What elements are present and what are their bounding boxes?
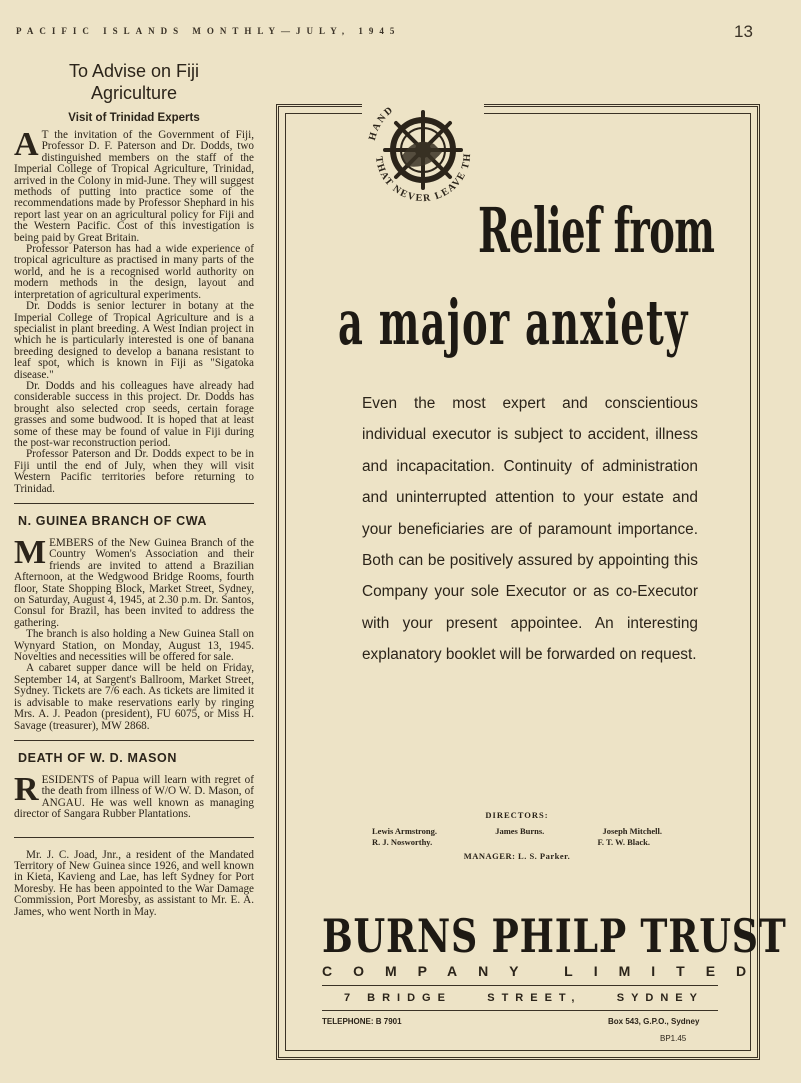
article-body bbox=[14, 126, 254, 495]
ad-headline-2: a major anxiety bbox=[338, 286, 689, 359]
article-body bbox=[14, 850, 254, 918]
director-name: Lewis Armstrong. bbox=[372, 826, 438, 836]
divider bbox=[14, 740, 254, 741]
divider bbox=[14, 837, 254, 838]
director-name: Joseph Mitchell. bbox=[602, 826, 662, 836]
running-head: PACIFIC ISLANDS MONTHLY—JULY, 1945 bbox=[16, 26, 401, 36]
paragraph: A cabaret supper dance will be held on Friday, September 14, at Sargent's Ballroom, Market Street, Sydney. Tickets are 7/6 each. As tickets are limited it is advisable to make reservations early by ringing Mrs. A. J. Peadon (president), FU 6075, or Miss H. Savage (treasurer), MW 2868. bbox=[14, 662, 254, 732]
directors-block bbox=[372, 810, 662, 861]
paragraph bbox=[14, 126, 254, 244]
paragraph: The branch is also holding a New Guinea Stall on Wynyard Station, on Monday, August 13, 1945. Novelties and necessities will be offered for sale. bbox=[14, 628, 254, 664]
directors-row bbox=[372, 837, 662, 848]
left-column bbox=[14, 60, 254, 918]
director-name: James Burns. bbox=[495, 826, 545, 836]
ad-body-copy: Even the most expert and conscientious individual executor is subject to accident, illness and incapacitation. Continuity of administration and uninterrupted attention to your estate and your beneficiaries are of paramount importance. Both can be positively assured by appointing this Company your sole Executor or as co-Executor with your present appointee. An interesting explanatory booklet will be forwarded on request. bbox=[362, 395, 698, 664]
drop-cap: M bbox=[14, 534, 47, 571]
article-title-line1: To Advise on Fiji bbox=[68, 61, 200, 81]
paragraph: Dr. Dodds and his colleagues have already had considerable success in this project. Dr. Dodds has brought also selected crop seeds, certain forage grasses and some budwood. It is hoped that at least some of these may be found of value in Fiji during the post-war reconstruction period. bbox=[14, 379, 254, 449]
postal-box: Box 543, G.P.O., Sydney bbox=[608, 1017, 700, 1026]
paragraph bbox=[14, 770, 254, 821]
telephone: TELEPHONE: B 7901 bbox=[322, 1017, 402, 1026]
article-title bbox=[14, 60, 254, 104]
section-heading: N. GUINEA BRANCH OF CWA bbox=[18, 514, 208, 528]
article-subtitle: Visit of Trinidad Experts bbox=[68, 112, 200, 124]
address-part: 7 BRIDGE bbox=[344, 992, 452, 1004]
paragraph-text: T the invitation of the Government of Fiji, Professor D. F. Paterson and Dr. Dodds, two distinguished members on the staff of the Imperial College of Tropical Agriculture, Trinidad, arrived in the Colony in mid-June. They will suggest methods of putting into practice some of the recommendations made by Professor Shephard in his report last year on an agricultural policy for Fiji and the Western Pacific. Cost of this investigation is being paid by Great Britain. bbox=[14, 129, 254, 244]
paragraph bbox=[14, 534, 254, 629]
divider bbox=[322, 1010, 718, 1011]
directors-row bbox=[372, 826, 662, 837]
article-body bbox=[14, 534, 254, 732]
section-heading: DEATH OF W. D. MASON bbox=[18, 750, 177, 765]
director-name: R. J. Nosworthy. bbox=[372, 837, 433, 847]
brand-name: BURNS PHILP TRUST bbox=[322, 909, 787, 963]
paragraph: Dr. Dodds is senior lecturer in botany at the Imperial College of Tropical Agriculture and is a specialist in plant breeding. A West Indian project in which he is particularly interested is one of banana breeding designed to develop a banana resistant to leaf spot, which is known in Fiji as "Sigatoka disease." bbox=[14, 300, 254, 381]
divider bbox=[14, 503, 254, 504]
directors-heading: DIRECTORS: bbox=[485, 810, 549, 820]
manager-line: MANAGER: L. S. Parker. bbox=[463, 851, 571, 861]
ad-code: BP1.45 bbox=[660, 1034, 687, 1043]
paragraph-text: EMBERS of the New Guinea Branch of the Country Women's Association and their friends are invited to attend a Brazilian Afternoon, at the Wedgwood Bridge Rooms, fourth floor, State Shopping Block, Market Street, Sydney, on Saturday, August 4, 1945, at 2.30 p.m. Dr. Santos, Consul for Brazil, has been invited to address the gathering. bbox=[14, 537, 254, 629]
drop-cap: R bbox=[14, 770, 39, 808]
paragraph-text: ESIDENTS of Papua will learn with regret of the death from illness of W/O W. D. Mason, of ANGAU. He was well known as managing director of Sangara Rubber Plantations. bbox=[14, 773, 254, 821]
svg-text:HAND bbox=[367, 104, 397, 142]
drop-cap: A bbox=[14, 126, 39, 163]
director-name: F. T. W. Black. bbox=[597, 837, 650, 847]
ad-headline-1: Relief from bbox=[478, 194, 715, 267]
address bbox=[344, 992, 704, 1004]
company-logo bbox=[362, 86, 484, 208]
paragraph: Mr. J. C. Joad, Jnr., a resident of the Mandated Territory of New Guinea since 1926, and well known in Kieta, Kavieng and Lae, has left Sydney for Port Moresby. He has been appointed to the War Damage Commission, Port Moresby, as assistant to Mr. E. A. James, who went North in May. bbox=[14, 848, 254, 918]
company-limited: COMPANY LIMITED bbox=[322, 963, 768, 979]
page-number: 13 bbox=[734, 22, 753, 41]
address-part: STREET, bbox=[487, 992, 582, 1004]
article-body bbox=[14, 770, 254, 821]
logo-text-hand: HAND bbox=[366, 103, 397, 142]
paragraph: Professor Paterson has had a wide experience of tropical agriculture as practised in many parts of the world, and he is a recognised world authority on modern methods in the design, layout and interpretation of agricultural experiments. bbox=[14, 243, 254, 301]
article-title-line2: Agriculture bbox=[90, 83, 178, 103]
divider bbox=[322, 985, 718, 986]
logo-text: THAT NEVER LEAVE TH bbox=[372, 151, 474, 205]
paragraph: Professor Paterson and Dr. Dodds expect to be in Fiji until the end of July, when they will visit Western Pacific territories before returning to Trinidad. bbox=[14, 448, 254, 495]
address-part: SYDNEY bbox=[616, 992, 704, 1004]
ships-wheel-icon bbox=[362, 86, 484, 208]
